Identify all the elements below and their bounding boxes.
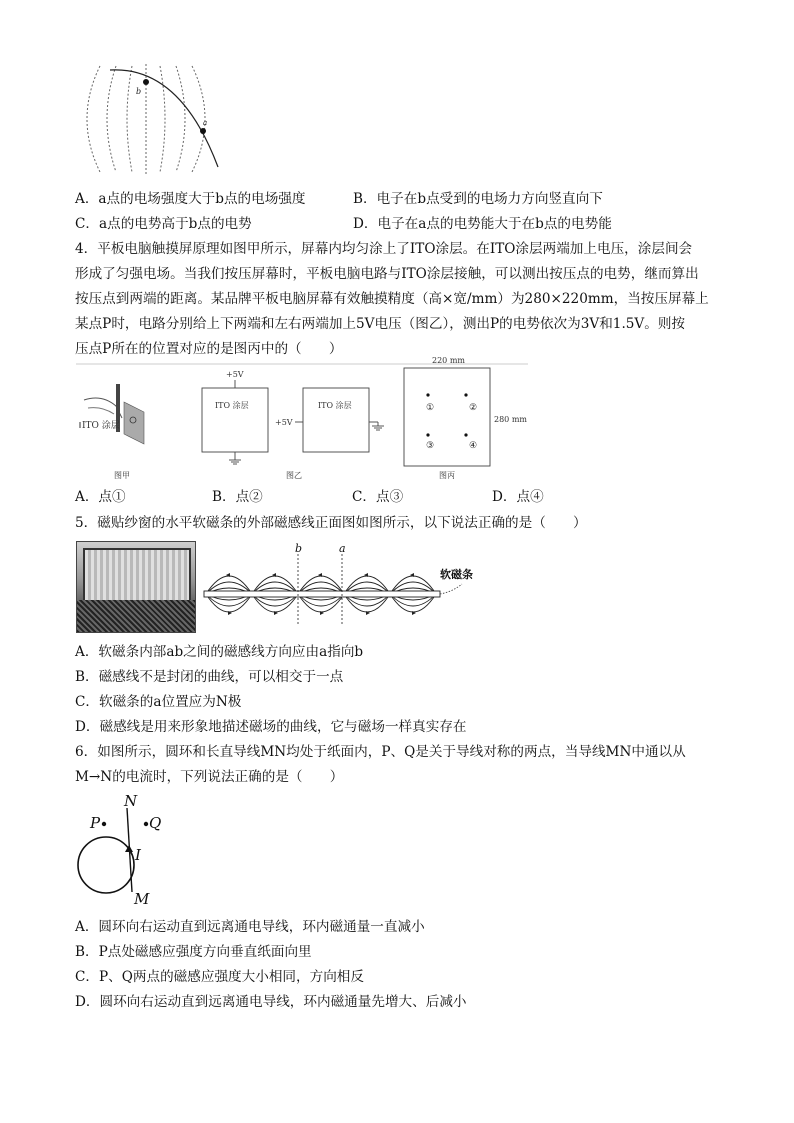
strip-label-b: b (295, 542, 303, 555)
strip-label-a: a (339, 542, 346, 555)
ring (78, 837, 134, 893)
q4-text-line-3: 按压点到两端的距离。某品牌平板电脑屏幕有效触摸精度（高×宽/mm）为280×220mm，当按压屏幕上 (75, 291, 709, 307)
q4-option-b[interactable]: B．点② (212, 489, 263, 505)
label-n: N (124, 792, 138, 810)
q5-option-a[interactable]: A．软磁条内部ab之间的磁感线方向应由a指向b (75, 644, 364, 660)
q5-text-line: 5．磁贴纱窗的水平软磁条的外部磁感线正面图如图所示，以下说法正确的是（ ） (75, 515, 587, 531)
figure-yi (202, 380, 384, 464)
q4-text-line-1: 4．平板电脑触摸屏原理如图甲所示，屏幕内均匀涂上了ITO涂层。在ITO涂层两端加上电压，涂层间会 (75, 241, 693, 257)
q3-option-b[interactable]: B．电子在b点受到的电场力方向竖直向下 (353, 191, 603, 207)
trajectory-curve (110, 70, 218, 167)
yi-box1-label: ITO 涂层 (215, 401, 249, 410)
q6-text-line-2: M→N的电流时，下列说法正确的是（ ） (75, 769, 344, 785)
bing-point-1: ① (426, 403, 435, 413)
q3-option-c[interactable]: C．a点的电势高于b点的电势 (75, 216, 252, 232)
bing-point-4: ④ (469, 441, 478, 451)
q6-option-b[interactable]: B．P点处磁感应强度方向垂直纸面向里 (75, 944, 312, 960)
yi-box2-label: ITO 涂层 (318, 401, 352, 410)
figure-jia (80, 384, 144, 444)
figure-bing (404, 368, 490, 466)
window-screen-photo (76, 541, 196, 633)
yi-left-voltage: +5V (275, 418, 293, 427)
ring-wire-figure (72, 792, 182, 908)
point-b-label: b (136, 87, 142, 96)
q4-text-line-5: 压点P所在的位置对应的是图丙中的（ ） (75, 341, 343, 357)
q4-option-a[interactable]: A．点① (75, 489, 126, 505)
label-p: P (90, 814, 101, 832)
yi-caption: 图乙 (286, 471, 302, 480)
q4-text-line-4: 某点P时，电路分别给上下两端和左右两端加上5V电压（图乙），测出P的电势依次为3V和1.5V。则按 (75, 316, 686, 332)
electric-field-figure (70, 62, 230, 176)
q6-option-c[interactable]: C．P、Q两点的磁感应强度大小相同，方向相反 (75, 969, 364, 985)
yi-top-voltage: +5V (226, 370, 244, 379)
touchscreen-figure (72, 356, 532, 484)
jia-caption: 图甲 (114, 471, 130, 480)
bing-width-label: 220 mm (432, 356, 465, 365)
q5-option-b[interactable]: B．磁感线不是封闭的曲线，可以相交于一点 (75, 669, 344, 685)
q6-option-a[interactable]: A．圆环向右运动直到远离通电导线，环内磁通量一直减小 (75, 919, 425, 935)
jia-ito-label: ITO 涂层 (82, 421, 120, 431)
bing-height-label: 280 mm (494, 415, 527, 424)
q6-text-line-1: 6．如图所示，圆环和长直导线MN均处于纸面内，P、Q是关于导线对称的两点，当导线MN中通以从 (75, 744, 686, 760)
q4-option-d[interactable]: D．点④ (492, 489, 544, 505)
q5-option-d[interactable]: D．磁感线是用来形象地描述磁场的曲线，它与磁场一样真实存在 (75, 719, 467, 735)
label-q: Q (149, 814, 162, 832)
bing-point-3: ③ (426, 441, 435, 451)
label-m: M (134, 890, 150, 908)
q5-option-c[interactable]: C．软磁条的a位置应为N极 (75, 694, 242, 710)
q4-option-c[interactable]: C．点③ (352, 489, 404, 505)
point-a-label: a (203, 119, 208, 127)
label-i: I (135, 846, 141, 864)
soft-magnet-strip-label: 软磁条 (440, 568, 473, 581)
q3-option-a[interactable]: A．a点的电场强度大于b点的电场强度 (75, 191, 306, 207)
bing-caption: 图丙 (439, 471, 455, 480)
bing-point-2: ② (469, 403, 478, 413)
q3-option-d[interactable]: D．电子在a点的电势能大于在b点的电势能 (353, 216, 612, 232)
magnetic-strip-figure (200, 540, 510, 632)
q4-text-line-2: 形成了匀强电场。当我们按压屏幕时，平板电脑电路与ITO涂层接触，可以测出按压点的电势，继而算出 (75, 266, 699, 282)
q6-option-d[interactable]: D．圆环向右运动直到远离通电导线，环内磁通量先增大、后减小 (75, 994, 467, 1010)
